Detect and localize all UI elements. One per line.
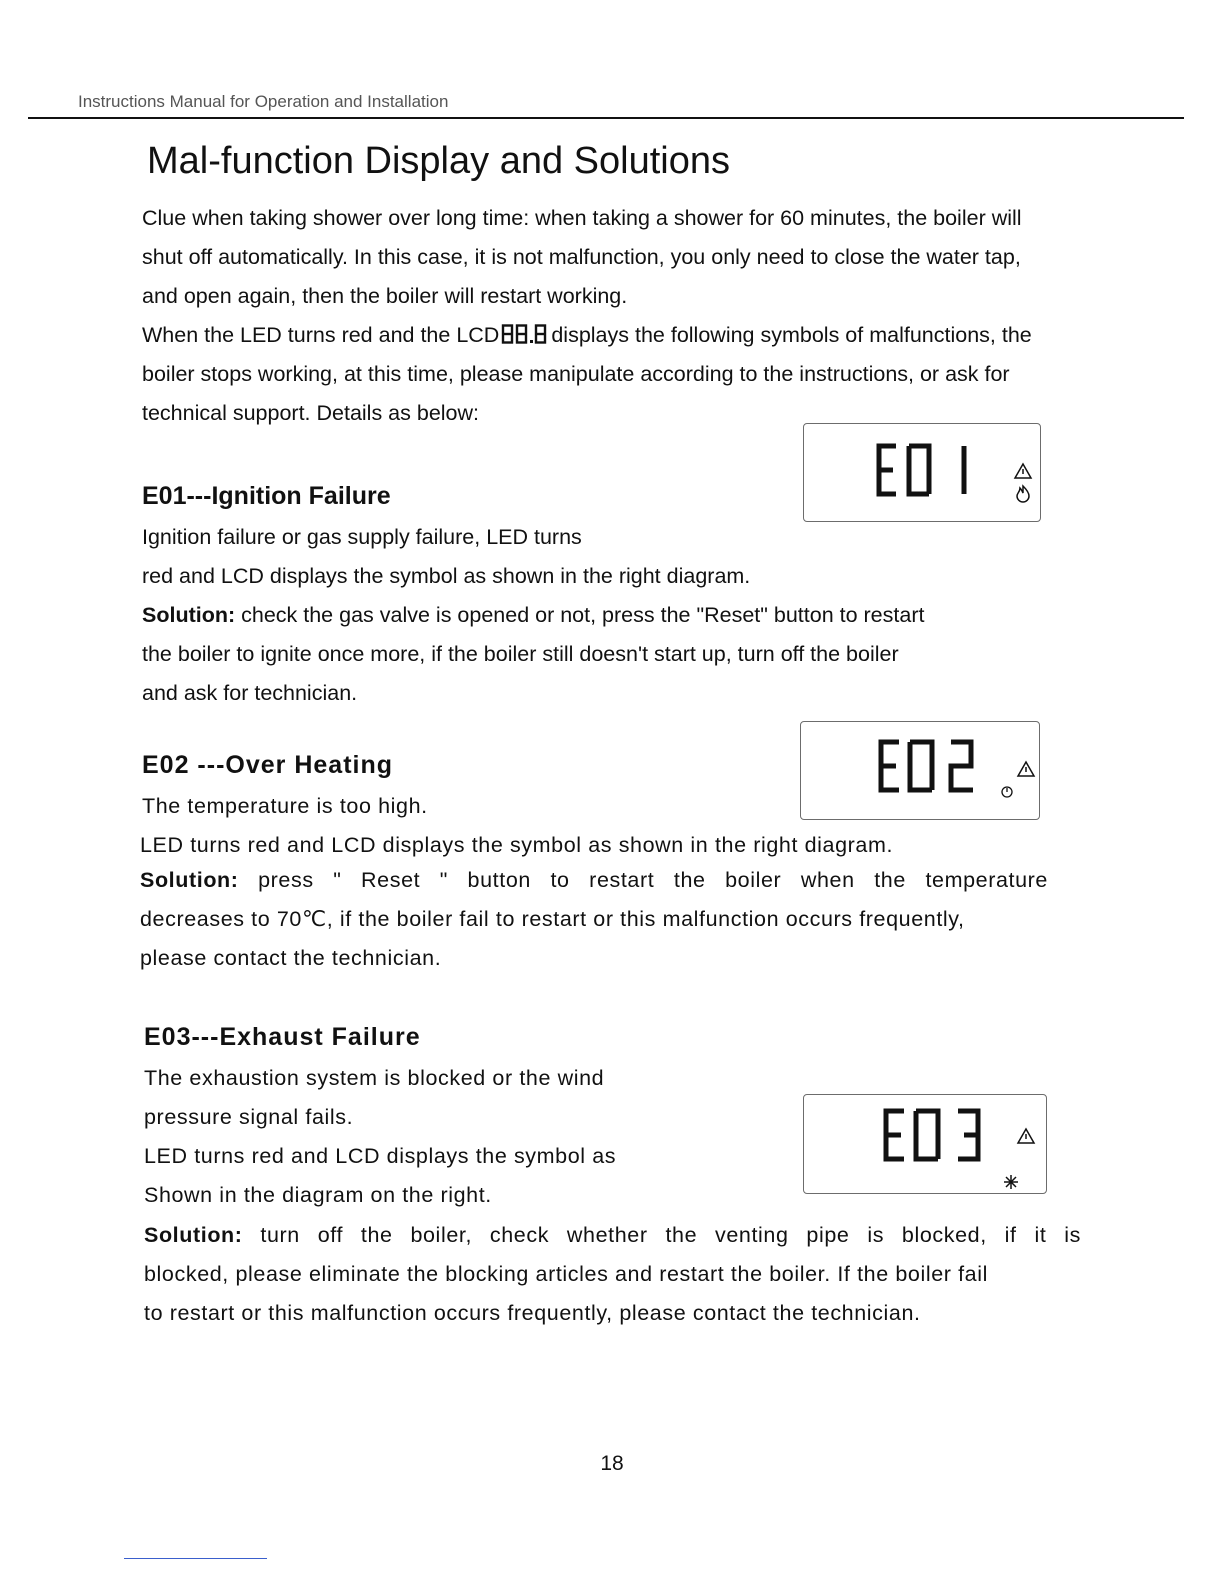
page-number: 18 [600,1452,624,1475]
e03-desc-3: LED turns red and LCD displays the symbol as [144,1144,617,1168]
e03-desc-1: The exhaustion system is blocked or the wind [144,1066,605,1090]
intro-line-4-before: When the LED turns red and the LCD [142,323,500,347]
thermostat-icon [1002,787,1012,797]
intro-line-4-after: displays the following symbols of malfunctions, the [551,323,1032,347]
e02-desc-2: LED turns red and LCD displays the symbol as shown in the right diagram. [140,833,894,857]
e03-solution-1 [144,1223,1081,1249]
intro-line-6: technical support. Details as below: [142,401,480,425]
e01-solution-label: Solution: [142,603,236,627]
e03-solution-2: blocked, please eliminate the blocking articles and restart the boiler. If the boiler fail [144,1262,988,1286]
page-title: Mal-function Display and Solutions [147,140,730,182]
header-rule [28,117,1184,119]
intro-line-3: and open again, then the boiler will restart working. [142,284,628,308]
e02-desc-1: The temperature is too high. [142,794,428,818]
e02-solution-label: Solution: [140,868,239,892]
intro-line-4 [142,323,1032,349]
e01-solution-text-1: check the gas valve is opened or not, press the "Reset" button to restart [235,603,925,627]
e01-solution-2: the boiler to ignite once more, if the boiler still doesn't start up, turn off the boiler [142,642,899,666]
e03-desc-2: pressure signal fails. [144,1105,354,1129]
e03-desc-4: Shown in the diagram on the right. [144,1183,492,1207]
lcd-digits-icon [501,324,549,344]
e02-lcd-display [800,721,1040,820]
e01-heading: E01---Ignition Failure [142,482,391,510]
e02-solution-text-1: press " Reset " button to restart the boiler when the temperature [238,868,1048,892]
e03-lcd-display [803,1094,1047,1194]
e01-solution-3: and ask for technician. [142,681,358,705]
warning-icon [1018,1129,1034,1143]
e03-display-code [886,1111,978,1159]
e02-display-code [881,742,973,790]
e03-solution-text-1: turn off the boiler, check whether the venting pipe is blocked, if it is [242,1223,1081,1247]
flame-icon [1017,486,1029,502]
e01-lcd-display [803,423,1041,522]
e02-solution-2: decreases to 70℃, if the boiler fail to restart or this malfunction occurs frequently, [140,907,965,931]
e03-heading: E03---Exhaust Failure [144,1023,421,1051]
footer-rule [124,1558,267,1559]
e03-solution-3: to restart or this malfunction occurs frequently, please contact the technician. [144,1301,921,1325]
e03-solution-label: Solution: [144,1223,243,1247]
e02-solution-3: please contact the technician. [140,946,442,970]
intro-line-5: boiler stops working, at this time, please manipulate according to the instructions, or ask for [142,362,1010,386]
e02-heading: E02 ---Over Heating [142,751,394,779]
e01-desc-1: Ignition failure or gas supply failure, LED turns [142,525,582,549]
running-header: Instructions Manual for Operation and Installation [78,92,449,111]
e01-desc-2: red and LCD displays the symbol as shown in the right diagram. [142,564,751,588]
warning-icon [1018,762,1034,776]
e01-solution-1 [142,603,924,629]
e02-solution-1 [140,868,1048,894]
e01-display-code [879,446,964,494]
intro-line-2: shut off automatically. In this case, it is not malfunction, you only need to close the water tap, [142,245,1021,269]
warning-icon [1015,464,1031,478]
fan-icon [1004,1175,1018,1189]
intro-line-1: Clue when taking shower over long time: when taking a shower for 60 minutes, the boiler will [142,206,1022,230]
